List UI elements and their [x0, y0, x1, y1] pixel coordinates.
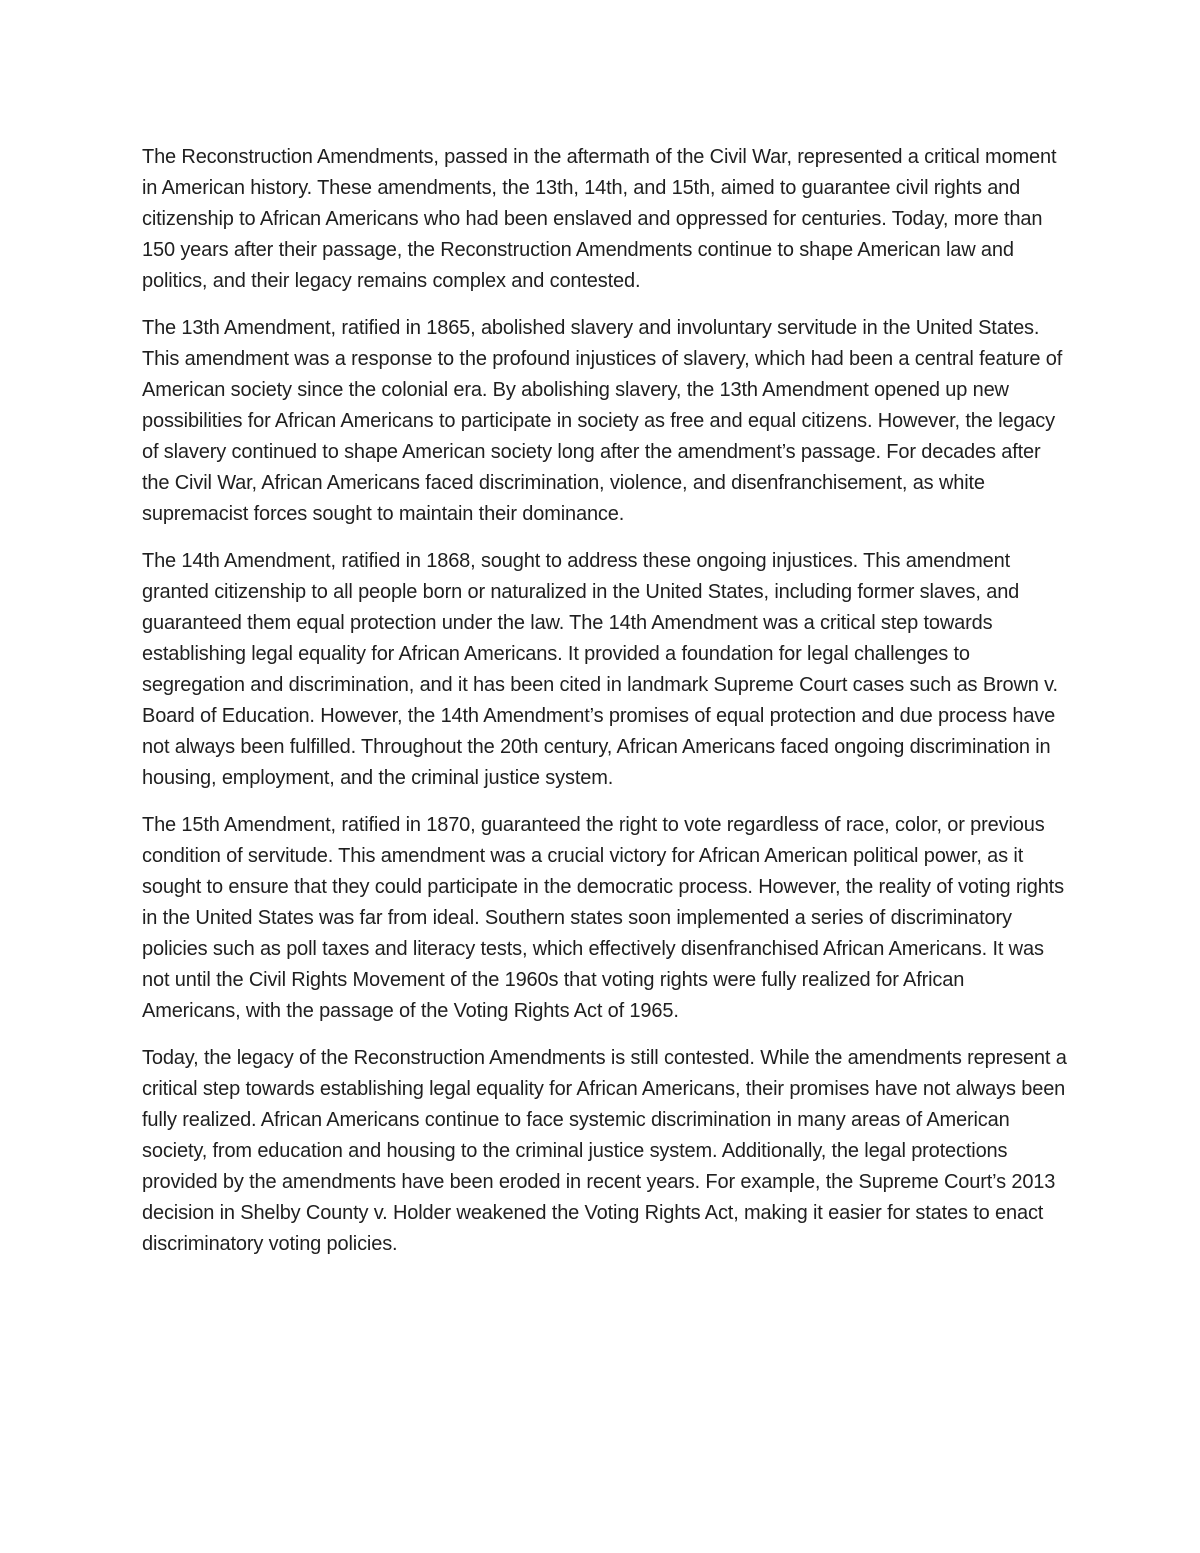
paragraph-introduction: The Reconstruction Amendments, passed in the aftermath of the Civil War, represented a critical moment in American history. These amendments, the 13th, 14th, and 15th, aimed to guarantee civil rights and citizenship to African Americans who had been enslaved and oppressed for centuries. Today, more than 150 years after their passage, the Reconstruction Amendments continue to shape American law and politics, and their legacy remains complex and contested. [142, 146, 1057, 292]
paragraph-14th-amendment: The 14th Amendment, ratified in 1868, sought to address these ongoing injustices. This amendment granted citizenship to all people born or naturalized in the United States, including former slaves, and guaranteed them equal protection under the law. The 14th Amendment was a critical step towards establishing legal equality for African Americans. It provided a foundation for legal challenges to segregation and discrimination, and it has been cited in landmark Supreme Court cases such as Brown v. Board of Education. However, the 14th Amendment’s promises of equal protection and due process have not always been fulfilled. Throughout the 20th century, African Americans faced ongoing discrimination in housing, employment, and the criminal justice system. [142, 550, 1058, 789]
paragraph-13th-amendment: The 13th Amendment, ratified in 1865, abolished slavery and involuntary servitude in the United States. This amendment was a response to the profound injustices of slavery, which had been a central feature of American society since the colonial era. By abolishing slavery, the 13th Amendment opened up new possibilities for African Americans to participate in society as free and equal citizens. However, the legacy of slavery continued to shape American society long after the amendment’s passage. For decades after the Civil War, African Americans faced discrimination, violence, and disenfranchisement, as white supremacist forces sought to maintain their dominance. [142, 317, 1063, 525]
paragraph-15th-amendment: The 15th Amendment, ratified in 1870, guaranteed the right to vote regardless of race, color, or previous condition of servitude. This amendment was a crucial victory for African American political power, as it sought to ensure that they could participate in the democratic process. However, the reality of voting rights in the United States was far from ideal. Southern states soon implemented a series of discriminatory policies such as poll taxes and literacy tests, which effectively disenfranchised African Americans. It was not until the Civil Rights Movement of the 1960s that voting rights were fully realized for African Americans, with the passage of the Voting Rights Act of 1965. [142, 814, 1064, 1022]
paragraph-legacy: Today, the legacy of the Reconstruction Amendments is still contested. While the amendments represent a critical step towards establishing legal equality for African Americans, their promises have not always been fully realized. African Americans continue to face systemic discrimination in many areas of American society, from education and housing to the criminal justice system. Additionally, the legal protections provided by the amendments have been eroded in recent years. For example, the Supreme Court’s 2013 decision in Shelby County v. Holder weakened the Voting Rights Act, making it easier for states to enact discriminatory voting policies. [142, 1047, 1067, 1255]
document-body [142, 142, 1067, 1276]
